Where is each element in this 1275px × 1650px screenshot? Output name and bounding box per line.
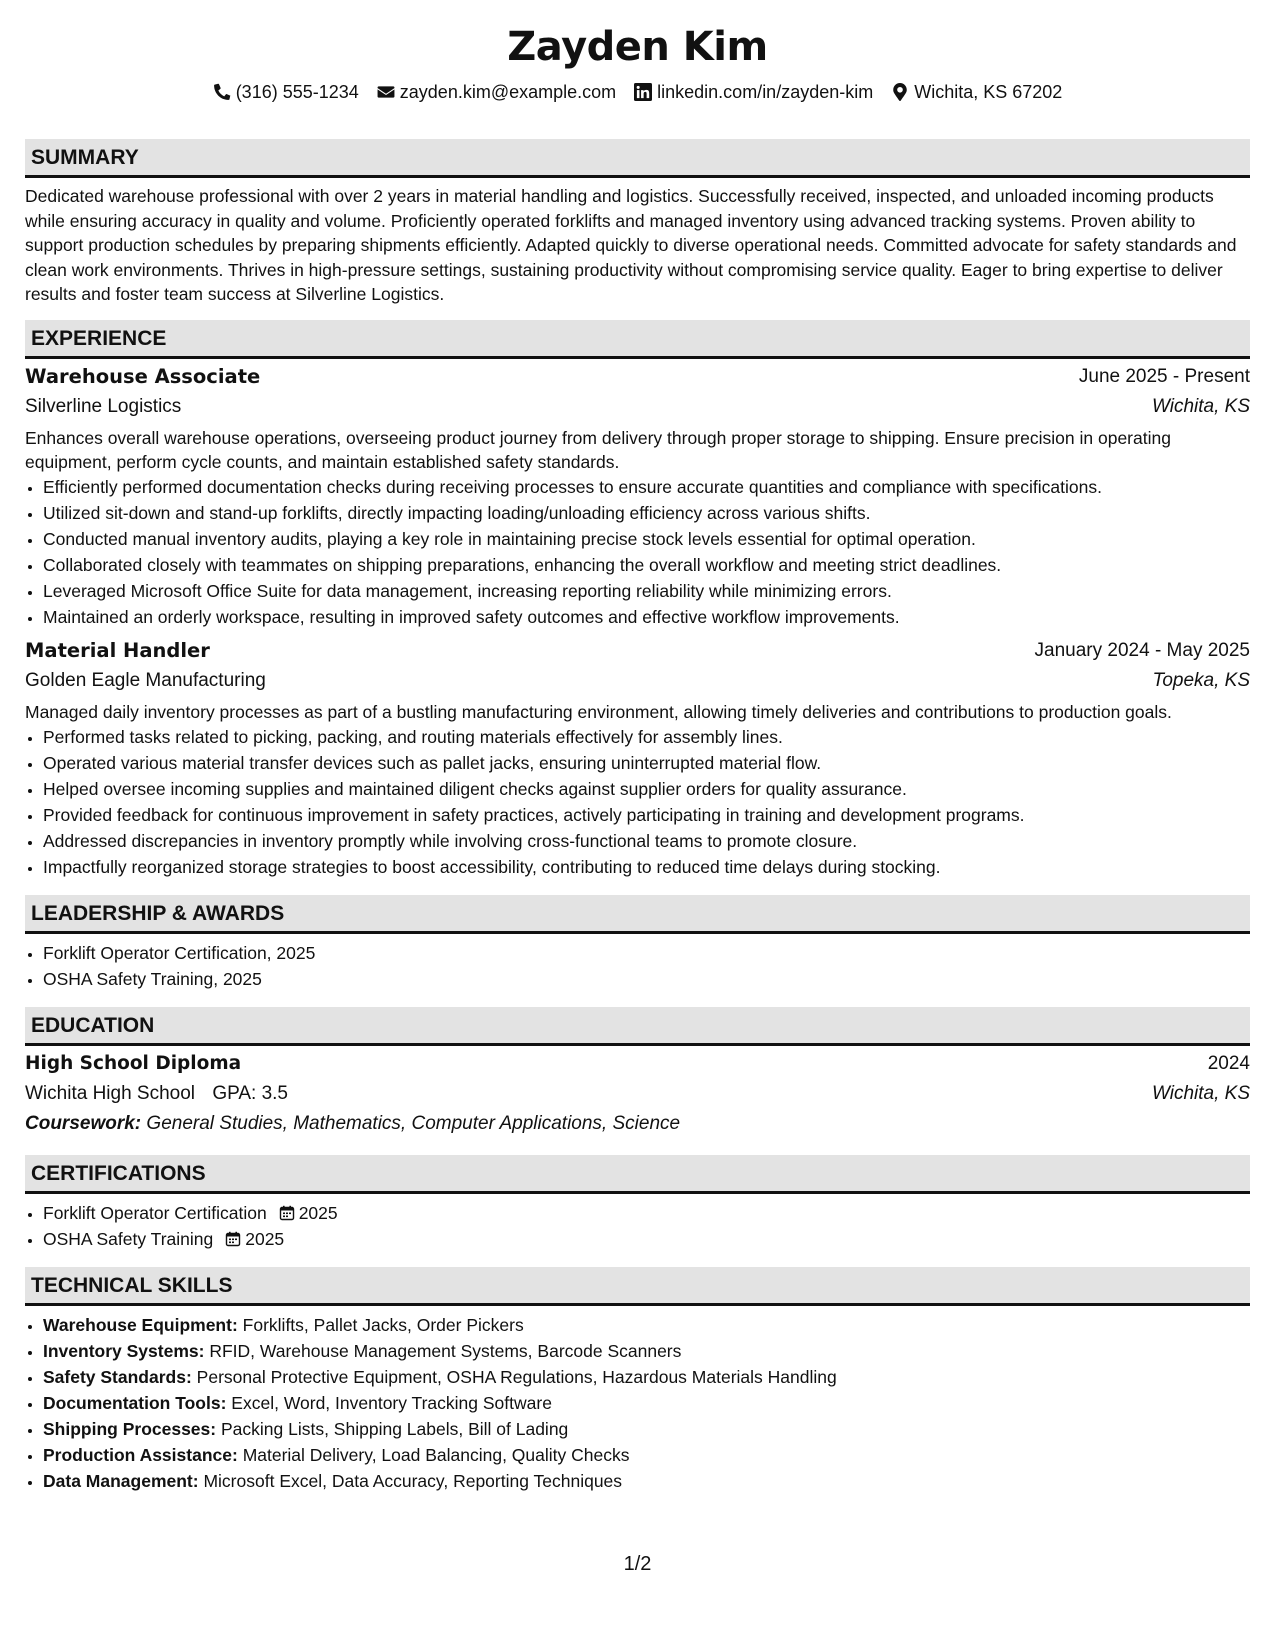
list-item: • Impactfully reorganized storage strategies to boost accessibility, contributing to reduced time delays during stocking. <box>43 854 1250 880</box>
list-item <box>43 1390 1250 1416</box>
skill-label: Safety Standards: <box>43 1366 192 1387</box>
list-item: • Maintained an orderly workspace, resulting in improved safety outcomes and effective workflow improvements. <box>43 604 1250 630</box>
summary-text: Dedicated warehouse professional with over 2 years in material handling and logistics. Successfully received, inspected, and unloaded incoming products while ensuring accuracy in quality and volume. Proficiently operated forklifts and managed inventory using advanced tracking systems. Proven ability to support production schedules by preparing shipments efficiently. Adapted quickly to diverse operational needs. Committed advocate for safety standards and clean work environments. Thrives in high-pressure settings, sustaining productivity without compromising service quality. Eager to bring expertise to deliver results and foster team success at Silverline Logistics. <box>25 186 1237 304</box>
list-item: • Operated various material transfer devices such as pallet jacks, ensuring uninterrupted material flow. <box>43 750 1250 776</box>
job-bullets <box>25 724 1250 880</box>
education-gpa: GPA: 3.5 <box>212 1082 288 1104</box>
job-entry <box>25 636 1250 880</box>
job-title: Warehouse Associate <box>25 364 261 388</box>
job-title: Material Handler <box>25 638 210 662</box>
skill-value: RFID, Warehouse Management Systems, Barcode Scanners <box>209 1340 682 1361</box>
list-item: • Leveraged Microsoft Office Suite for data management, increasing reporting reliability while minimizing errors. <box>43 578 1250 604</box>
section-title-experience: EXPERIENCE <box>25 320 1250 359</box>
list-item: • Performed tasks related to picking, packing, and routing materials effectively for assembly lines. <box>43 724 1250 750</box>
linkedin-icon <box>634 83 652 101</box>
job-dates: June 2025 - Present <box>1078 365 1250 387</box>
list-item: • Collaborated closely with teammates on shipping preparations, enhancing the overall workflow and meeting strict deadlines. <box>43 552 1250 578</box>
resume-page <box>25 0 1250 1650</box>
certification-year: 2025 <box>298 1202 338 1223</box>
phone-icon <box>213 83 231 101</box>
certification-name: • Forklift Operator Certification <box>43 1202 267 1223</box>
section-title-leadership: LEADERSHIP & AWARDS <box>25 895 1250 934</box>
contact-linkedin[interactable] <box>634 82 873 103</box>
education-location: Wichita, KS <box>1151 1082 1250 1104</box>
education-coursework <box>25 1109 1250 1139</box>
skill-label: Documentation Tools: <box>43 1392 227 1413</box>
certification-year: 2025 <box>245 1228 285 1249</box>
skill-value: Packing Lists, Shipping Labels, Bill of Lading <box>220 1418 569 1439</box>
job-description: Managed daily inventory processes as part of a bustling manufacturing environment, allowing timely deliveries and contributions to production goals. <box>25 701 1172 722</box>
education-school: Wichita High School <box>25 1082 196 1104</box>
job-bullets <box>25 474 1250 630</box>
skill-value: Excel, Word, Inventory Tracking Software <box>231 1392 552 1413</box>
education-degree: High School Diploma <box>25 1052 242 1074</box>
section-title-skills: TECHNICAL SKILLS <box>25 1267 1250 1306</box>
map-marker-icon <box>891 83 909 101</box>
section-title-summary: SUMMARY <box>25 139 1250 178</box>
contact-location <box>891 82 1062 103</box>
leadership-list <box>25 940 1250 992</box>
list-item: • Helped oversee incoming supplies and maintained diligent checks against supplier orders for quality assurance. <box>43 776 1250 802</box>
phone-text: (316) 555-1234 <box>235 81 359 102</box>
skill-value: Forklifts, Pallet Jacks, Order Pickers <box>242 1314 524 1335</box>
certifications-list <box>25 1200 1250 1252</box>
page-number: 1/2 <box>623 1553 652 1575</box>
list-item: • Utilized sit-down and stand-up forklifts, directly impacting loading/unloading efficiency across various shifts. <box>43 500 1250 526</box>
list-item <box>43 1442 1250 1468</box>
job-description: Enhances overall warehouse operations, overseeing product journey from delivery through proper storage to shipping. Ensure precision in operating equipment, perform cycle counts, and maintain established safety standards. <box>25 427 1171 472</box>
list-item <box>43 1338 1250 1364</box>
list-item: • Forklift Operator Certification, 2025 <box>43 940 1250 966</box>
contact-phone <box>213 82 359 103</box>
list-item <box>43 1416 1250 1442</box>
email-text: zayden.kim@example.com <box>399 81 617 102</box>
list-item: • Addressed discrepancies in inventory promptly while involving cross-functional teams to promote closure. <box>43 828 1250 854</box>
job-company: Silverline Logistics <box>25 395 182 417</box>
list-item: • Provided feedback for continuous improvement in safety practices, actively participating in training and development programs. <box>43 802 1250 828</box>
skill-label: Warehouse Equipment: <box>43 1314 238 1335</box>
skill-value: Material Delivery, Load Balancing, Quality Checks <box>242 1444 630 1465</box>
skill-value: Personal Protective Equipment, OSHA Regulations, Hazardous Materials Handling <box>196 1366 837 1387</box>
job-company: Golden Eagle Manufacturing <box>25 669 266 691</box>
list-item: • Efficiently performed documentation checks during receiving processes to ensure accurate quantities and compliance with specifications. <box>43 474 1250 500</box>
list-item: • OSHA Safety Training, 2025 <box>43 966 1250 992</box>
list-item <box>43 1226 1250 1252</box>
job-location: Wichita, KS <box>1151 395 1250 417</box>
job-dates: January 2024 - May 2025 <box>1034 639 1250 661</box>
list-item <box>43 1364 1250 1390</box>
coursework-label: Coursework: <box>25 1112 142 1134</box>
skill-label: Production Assistance: <box>43 1444 238 1465</box>
contact-bar <box>25 78 1250 106</box>
skill-value: Microsoft Excel, Data Accuracy, Reporting Techniques <box>203 1470 623 1491</box>
location-text: Wichita, KS 67202 <box>914 81 1063 102</box>
job-location: Topeka, KS <box>1152 669 1250 691</box>
contact-email[interactable] <box>377 82 616 103</box>
candidate-name: Zayden Kim <box>507 24 768 70</box>
list-item <box>43 1468 1250 1494</box>
envelope-icon <box>377 83 395 101</box>
skills-list <box>25 1312 1250 1494</box>
skill-label: Shipping Processes: <box>43 1418 217 1439</box>
skill-label: Inventory Systems: <box>43 1340 205 1361</box>
calendar-icon <box>279 1205 295 1221</box>
job-entry <box>25 362 1250 630</box>
skill-label: Data Management: <box>43 1470 199 1491</box>
section-title-education: EDUCATION <box>25 1007 1250 1046</box>
list-item <box>43 1312 1250 1338</box>
list-item: • Conducted manual inventory audits, playing a key role in maintaining precise stock levels essential for optimal operation. <box>43 526 1250 552</box>
list-item <box>43 1200 1250 1226</box>
coursework-text: General Studies, Mathematics, Computer Applications, Science <box>146 1112 681 1134</box>
section-title-certifications: CERTIFICATIONS <box>25 1155 1250 1194</box>
certification-name: • OSHA Safety Training <box>43 1228 214 1249</box>
education-year: 2024 <box>1207 1052 1250 1074</box>
linkedin-text: linkedin.com/in/zayden-kim <box>657 81 874 102</box>
calendar-icon <box>225 1231 241 1247</box>
